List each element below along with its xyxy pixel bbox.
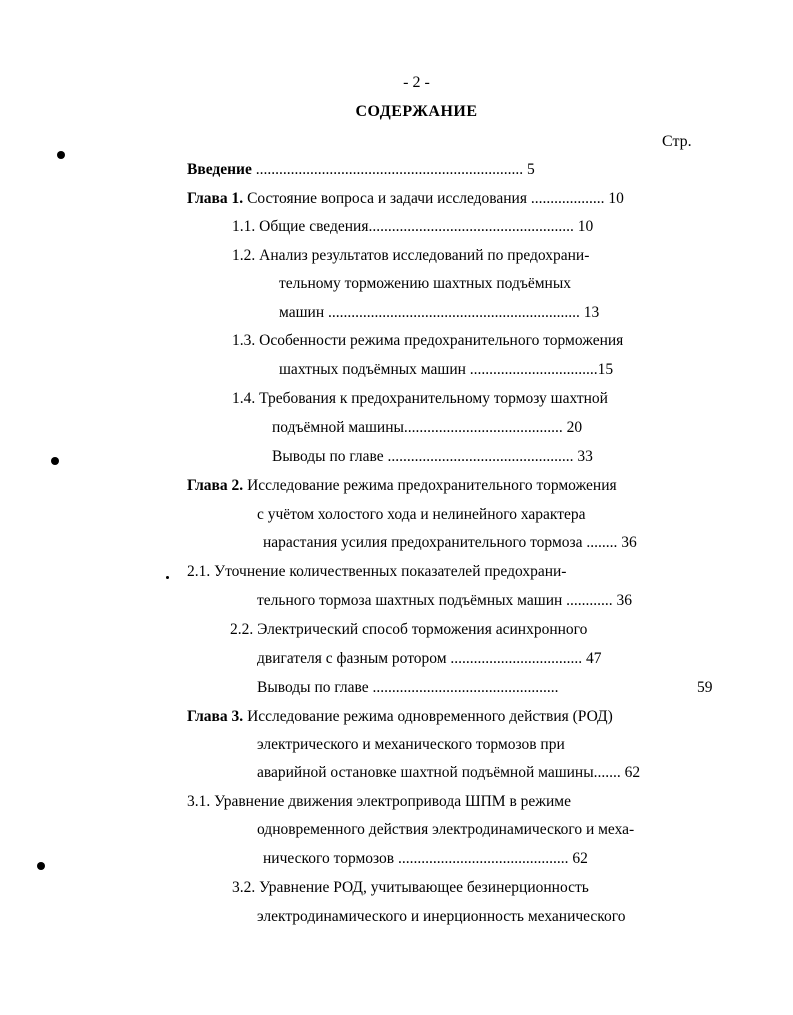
toc-entry-3-1-cont: нического тормозов ............................................ 62 [263, 850, 588, 867]
binder-hole-mark [37, 862, 45, 870]
toc-entry-chapter-3-cont: аварийной остановке шахтной подъёмной машины....... 62 [257, 764, 641, 781]
toc-entry-label: Глава 3. [187, 708, 244, 725]
toc-entry-1-4-cont: подъёмной машины......................................... 20 [272, 419, 583, 436]
page-column-label: Стр. [662, 133, 692, 150]
toc-entry-label: Глава 1. [187, 190, 244, 207]
toc-entry-3-2-cont: электродинамического и инерционность механического [257, 908, 626, 925]
toc-entry-2-1-cont: тельного тормоза шахтных подъёмных машин ............ 36 [257, 592, 633, 609]
toc-entry-chapter-3-cont: электрического и механического тормозов при [257, 736, 565, 753]
page-number: - 2 - [403, 74, 430, 91]
toc-entry-label: Введение [187, 161, 252, 178]
toc-entry-chapter-2-cont: нарастания усилия предохранительного тормоза ........ 36 [263, 534, 637, 551]
toc-entry-2-1: 2.1. Уточнение количественных показателей предохрани- [187, 563, 567, 580]
toc-entry-3-1-cont: одновременного действия электродинамического и меха- [257, 821, 635, 838]
toc-entry-text: ..................................................................... 5 [251, 161, 535, 178]
toc-entry-text: Состояние вопроса и задачи исследования ................... 10 [243, 190, 624, 207]
toc-entry-chapter-2 [187, 475, 617, 497]
toc-entry-chapter-3 [187, 706, 613, 728]
toc-entry-chapter-2-cont: с учётом холостого хода и нелинейного характера [257, 506, 586, 523]
toc-entry-1-2: 1.2. Анализ результатов исследований по предохрани- [232, 247, 590, 264]
toc-entry-3-2: 3.2. Уравнение РОД, учитывающее безинерционность [232, 879, 589, 896]
toc-entry-2-2-cont: двигателя с фазным ротором .................................. 47 [257, 650, 602, 667]
toc-entry-1-3: 1.3. Особенности режима предохранительного торможения [232, 332, 624, 349]
toc-entry-conclusions-1: Выводы по главе ................................................ 33 [272, 448, 593, 465]
toc-entry-conclusions-2-page: 59 [697, 679, 713, 696]
toc-entry-1-2-cont: машин ................................................................. 13 [279, 304, 600, 321]
toc-entry-text: Исследование режима предохранительного торможения [243, 477, 617, 494]
toc-entry-label: Глава 2. [187, 477, 244, 494]
binder-hole-mark [51, 457, 59, 465]
toc-entry-3-1: 3.1. Уравнение движения электропривода ШПМ в режиме [187, 793, 571, 810]
toc-entry-1-3-cont: шахтных подъёмных машин .................................15 [279, 361, 614, 378]
toc-entry-chapter-1 [187, 188, 624, 210]
toc-entry-1-2-cont: тельному торможению шахтных подъёмных [279, 275, 572, 292]
speck-mark [166, 576, 169, 579]
toc-entry-text: Исследование режима одновременного действия (РОД) [243, 708, 613, 725]
toc-entry-1-4: 1.4. Требования к предохранительному тормозу шахтной [232, 390, 608, 407]
toc-entry-2-2: 2.2. Электрический способ торможения асинхронного [230, 621, 588, 638]
page-title: СОДЕРЖАНИЕ [355, 103, 478, 120]
toc-entry-conclusions-2: Выводы по главе ................................................ [257, 679, 559, 696]
toc-entry-introduction [187, 159, 535, 181]
binder-hole-mark [57, 151, 65, 159]
toc-entry-1-1: 1.1. Общие сведения..................................................... 10 [232, 218, 594, 235]
